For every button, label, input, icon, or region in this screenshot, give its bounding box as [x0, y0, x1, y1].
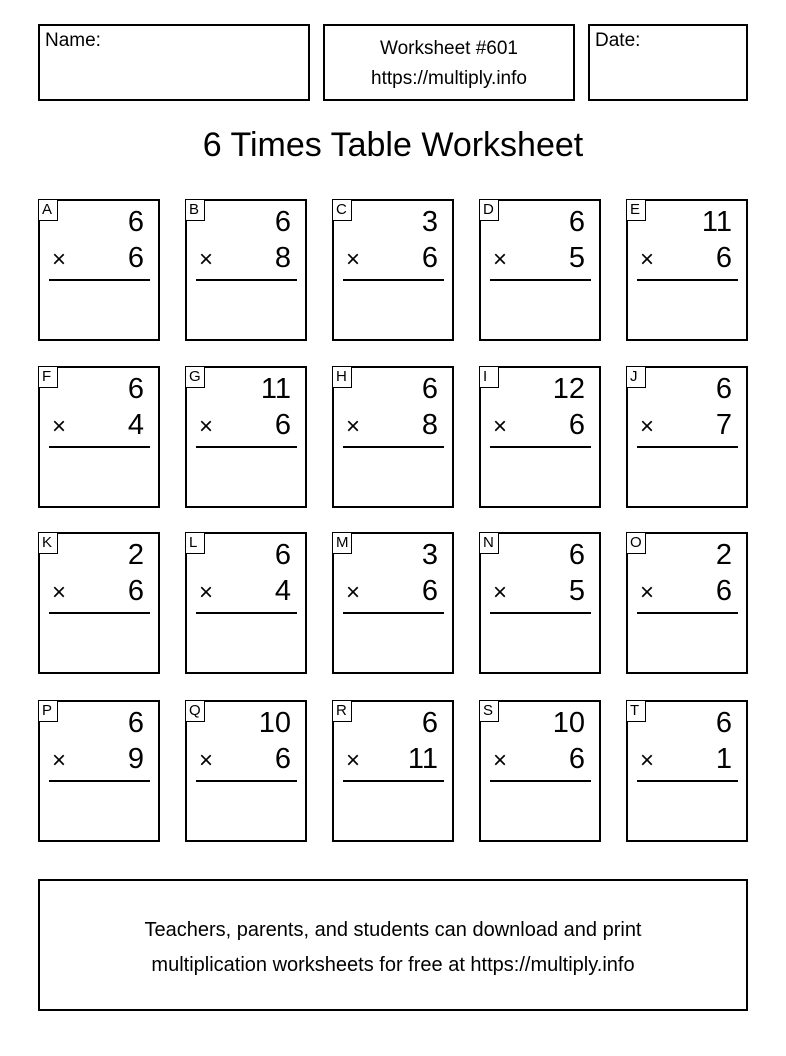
multiplier: 6: [274, 409, 291, 441]
times-sign: ×: [640, 579, 655, 606]
times-sign: ×: [346, 246, 361, 273]
times-sign: ×: [346, 747, 361, 774]
times-sign: ×: [199, 747, 214, 774]
times-sign: ×: [640, 747, 655, 774]
multiplier: 9: [127, 743, 144, 775]
problem-letter: Q: [185, 700, 205, 722]
multiplier: 6: [127, 242, 144, 274]
problem-letter: A: [38, 199, 58, 221]
answer-line: [49, 446, 150, 448]
answer-line: [637, 446, 738, 448]
times-sign: ×: [52, 579, 67, 606]
problem-letter: K: [38, 532, 58, 554]
problem-card[interactable]: [479, 700, 601, 842]
problem-card[interactable]: [626, 700, 748, 842]
times-sign: ×: [52, 747, 67, 774]
multiplier: 5: [568, 575, 585, 607]
multiplicand: 3: [421, 206, 438, 238]
name-label: Name:: [45, 30, 101, 51]
problem-card[interactable]: [626, 366, 748, 508]
multiplier: 8: [274, 242, 291, 274]
problem-card[interactable]: [332, 700, 454, 842]
multiplicand: 6: [715, 707, 732, 739]
multiplicand: 10: [258, 707, 291, 739]
footer-box: [38, 879, 748, 1011]
problem-letter: G: [185, 366, 205, 388]
name-field-box[interactable]: [38, 24, 310, 101]
multiplicand: 6: [715, 373, 732, 405]
problem-letter: F: [38, 366, 58, 388]
footer-line-1: Teachers, parents, and students can download and print: [144, 919, 642, 941]
multiplier: 6: [568, 409, 585, 441]
times-sign: ×: [346, 579, 361, 606]
date-field-box[interactable]: [588, 24, 748, 101]
problem-card[interactable]: [332, 532, 454, 674]
problem-letter: H: [332, 366, 352, 388]
multiplicand: 3: [421, 539, 438, 571]
problem-card[interactable]: [626, 532, 748, 674]
times-sign: ×: [493, 246, 508, 273]
worksheet-info-box: [323, 24, 575, 101]
problem-letter: M: [332, 532, 352, 554]
times-sign: ×: [640, 246, 655, 273]
multiplier: 4: [127, 409, 144, 441]
multiplier: 6: [421, 242, 438, 274]
problem-card[interactable]: [332, 366, 454, 508]
answer-line: [49, 612, 150, 614]
answer-line: [49, 780, 150, 782]
problem-card[interactable]: [479, 532, 601, 674]
answer-line: [637, 279, 738, 281]
multiplicand: 6: [127, 707, 144, 739]
times-sign: ×: [493, 579, 508, 606]
problem-card[interactable]: [185, 199, 307, 341]
problem-card[interactable]: [38, 199, 160, 341]
problem-letter: L: [185, 532, 205, 554]
problem-card[interactable]: [38, 700, 160, 842]
multiplier: 6: [274, 743, 291, 775]
problem-card[interactable]: [479, 366, 601, 508]
problem-letter: I: [479, 366, 499, 388]
times-sign: ×: [493, 747, 508, 774]
multiplicand: 6: [421, 707, 438, 739]
answer-line: [490, 780, 591, 782]
multiplicand: 6: [127, 373, 144, 405]
problem-letter: E: [626, 199, 646, 221]
answer-line: [343, 279, 444, 281]
multiplicand: 6: [274, 206, 291, 238]
answer-line: [49, 279, 150, 281]
footer-line-2: multiplication worksheets for free at https://multiply.info: [151, 954, 635, 976]
multiplicand: 6: [274, 539, 291, 571]
multiplier: 1: [715, 743, 732, 775]
multiplicand: 6: [568, 206, 585, 238]
problem-card[interactable]: [332, 199, 454, 341]
answer-line: [637, 612, 738, 614]
answer-line: [196, 279, 297, 281]
answer-line: [343, 780, 444, 782]
times-sign: ×: [52, 246, 67, 273]
times-sign: ×: [346, 413, 361, 440]
worksheet-url: https://multiply.info: [371, 68, 527, 89]
multiplier: 4: [274, 575, 291, 607]
times-sign: ×: [493, 413, 508, 440]
multiplicand: 11: [701, 206, 732, 238]
answer-line: [490, 446, 591, 448]
problem-card[interactable]: [185, 700, 307, 842]
multiplier: 11: [407, 743, 438, 775]
answer-line: [196, 612, 297, 614]
times-sign: ×: [199, 246, 214, 273]
answer-line: [196, 446, 297, 448]
multiplicand: 6: [127, 206, 144, 238]
multiplier: 7: [715, 409, 732, 441]
problem-card[interactable]: [479, 199, 601, 341]
multiplicand: 6: [421, 373, 438, 405]
problem-card[interactable]: [185, 532, 307, 674]
multiplier: 6: [421, 575, 438, 607]
answer-line: [343, 612, 444, 614]
multiplier: 6: [568, 743, 585, 775]
times-sign: ×: [52, 413, 67, 440]
problem-letter: P: [38, 700, 58, 722]
problem-letter: J: [626, 366, 646, 388]
problem-letter: O: [626, 532, 646, 554]
multiplicand: 11: [260, 373, 291, 405]
problem-letter: S: [479, 700, 499, 722]
answer-line: [196, 780, 297, 782]
problem-card[interactable]: [38, 532, 160, 674]
page-title: 6 Times Table Worksheet: [202, 126, 584, 164]
problem-letter: B: [185, 199, 205, 221]
multiplicand: 12: [552, 373, 585, 405]
answer-line: [343, 446, 444, 448]
problem-letter: R: [332, 700, 352, 722]
problem-letter: C: [332, 199, 352, 221]
times-sign: ×: [640, 413, 655, 440]
problem-letter: T: [626, 700, 646, 722]
problem-card[interactable]: [626, 199, 748, 341]
problem-letter: D: [479, 199, 499, 221]
multiplier: 5: [568, 242, 585, 274]
multiplicand: 2: [127, 539, 144, 571]
multiplicand: 10: [552, 707, 585, 739]
problem-card[interactable]: [38, 366, 160, 508]
problem-card[interactable]: [185, 366, 307, 508]
times-sign: ×: [199, 579, 214, 606]
multiplier: 6: [715, 242, 732, 274]
problem-letter: N: [479, 532, 499, 554]
answer-line: [637, 780, 738, 782]
answer-line: [490, 279, 591, 281]
multiplicand: 6: [568, 539, 585, 571]
multiplier: 8: [421, 409, 438, 441]
answer-line: [490, 612, 591, 614]
worksheet-number: Worksheet #601: [379, 38, 518, 59]
date-label: Date:: [595, 30, 641, 51]
multiplier: 6: [715, 575, 732, 607]
times-sign: ×: [199, 413, 214, 440]
multiplicand: 2: [715, 539, 732, 571]
multiplier: 6: [127, 575, 144, 607]
